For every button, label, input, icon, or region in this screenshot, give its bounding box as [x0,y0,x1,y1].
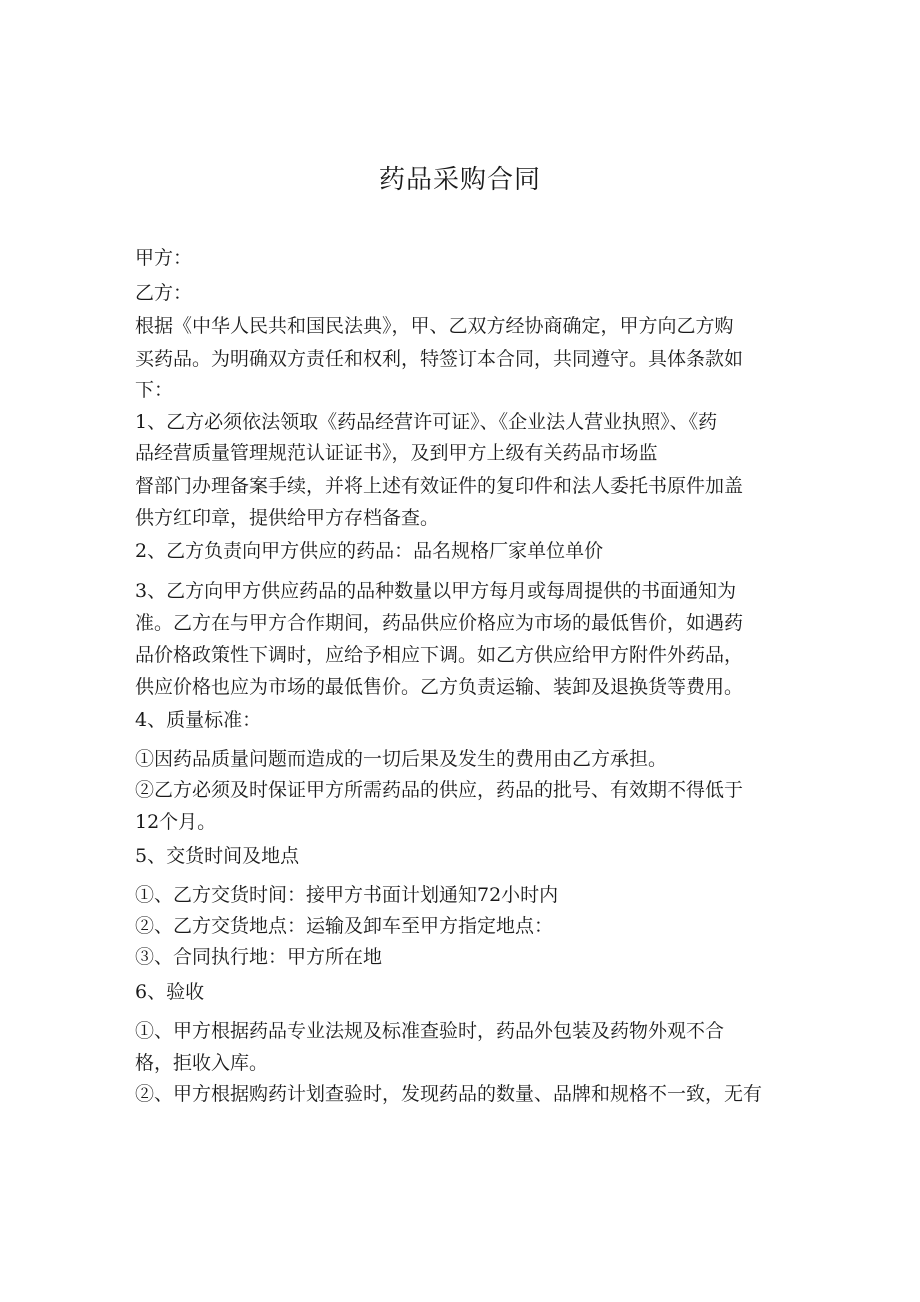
party-a-line: 甲方： [135,247,193,269]
clause-1-line: 供方红印章，提供给甲方存档备查。 [135,507,440,529]
party-b-line: 乙方： [135,282,193,304]
clause-6-item: ①、甲方根据药品专业法规及标准查验时，药品外包装及药物外观不合 [135,1020,725,1042]
document-title: 药品采购合同 [378,165,541,195]
clause-3-line: 品价格政策性下调时，应给予相应下调。如乙方供应给甲方附件外药品， [135,644,744,666]
clause-5-heading: 5、交货时间及地点 [135,845,300,867]
clause-4-item: ②乙方必须及时保证甲方所需药品的供应，药品的批号、有效期不得低于 [135,779,744,801]
clause-4-heading: 4、质量标准： [135,709,262,731]
clause-4-item: 12个月。 [135,811,217,833]
clause-4-item: ①因药品质量问题而造成的一切后果及发生的费用由乙方承担。 [135,748,668,770]
clause-6-item: ②、甲方根据购药计划查验时，发现药品的数量、品牌和规格不一致，无有 [135,1083,763,1105]
clause-1-line: 品经营质量管理规范认证证书》，及到甲方上级有关药品市场监 [135,442,658,464]
clause-1-line: 1、乙方必须依法领取《药品经营许可证》、《企业法人营业执照》、《药 [135,411,718,433]
intro-line: 根据《中华人民共和国民法典》，甲、乙双方经协商确定，甲方向乙方购 [135,315,734,337]
clause-5-item: ③、合同执行地：甲方所在地 [135,946,383,968]
clause-5-item: ①、乙方交货时间：接甲方书面计划通知72小时内 [135,884,559,906]
clause-6-heading: 6、验收 [135,981,205,1003]
clause-3-line: 供应价格也应为市场的最低售价。乙方负责运输、装卸及退换货等费用。 [135,676,744,698]
clause-5-item: ②、乙方交货地点：运输及卸车至甲方指定地点： [135,915,554,937]
clause-3-line: 准。乙方在与甲方合作期间，药品供应价格应为市场的最低售价，如遇药 [135,612,744,634]
clause-1-line: 督部门办理备案手续，并将上述有效证件的复印件和法人委托书原件加盖 [135,475,744,497]
intro-line: 下： [135,379,174,401]
intro-line: 买药品。为明确双方责任和权利，特签订本合同，共同遵守。具体条款如 [135,348,744,370]
clause-6-item: 格，拒收入库。 [135,1052,269,1074]
clause-2-line: 2、乙方负责向甲方供应的药品：品名规格厂家单位单价 [135,540,604,562]
clause-3-line: 3、乙方向甲方供应药品的品种数量以甲方每月或每周提供的书面通知为 [135,580,737,602]
